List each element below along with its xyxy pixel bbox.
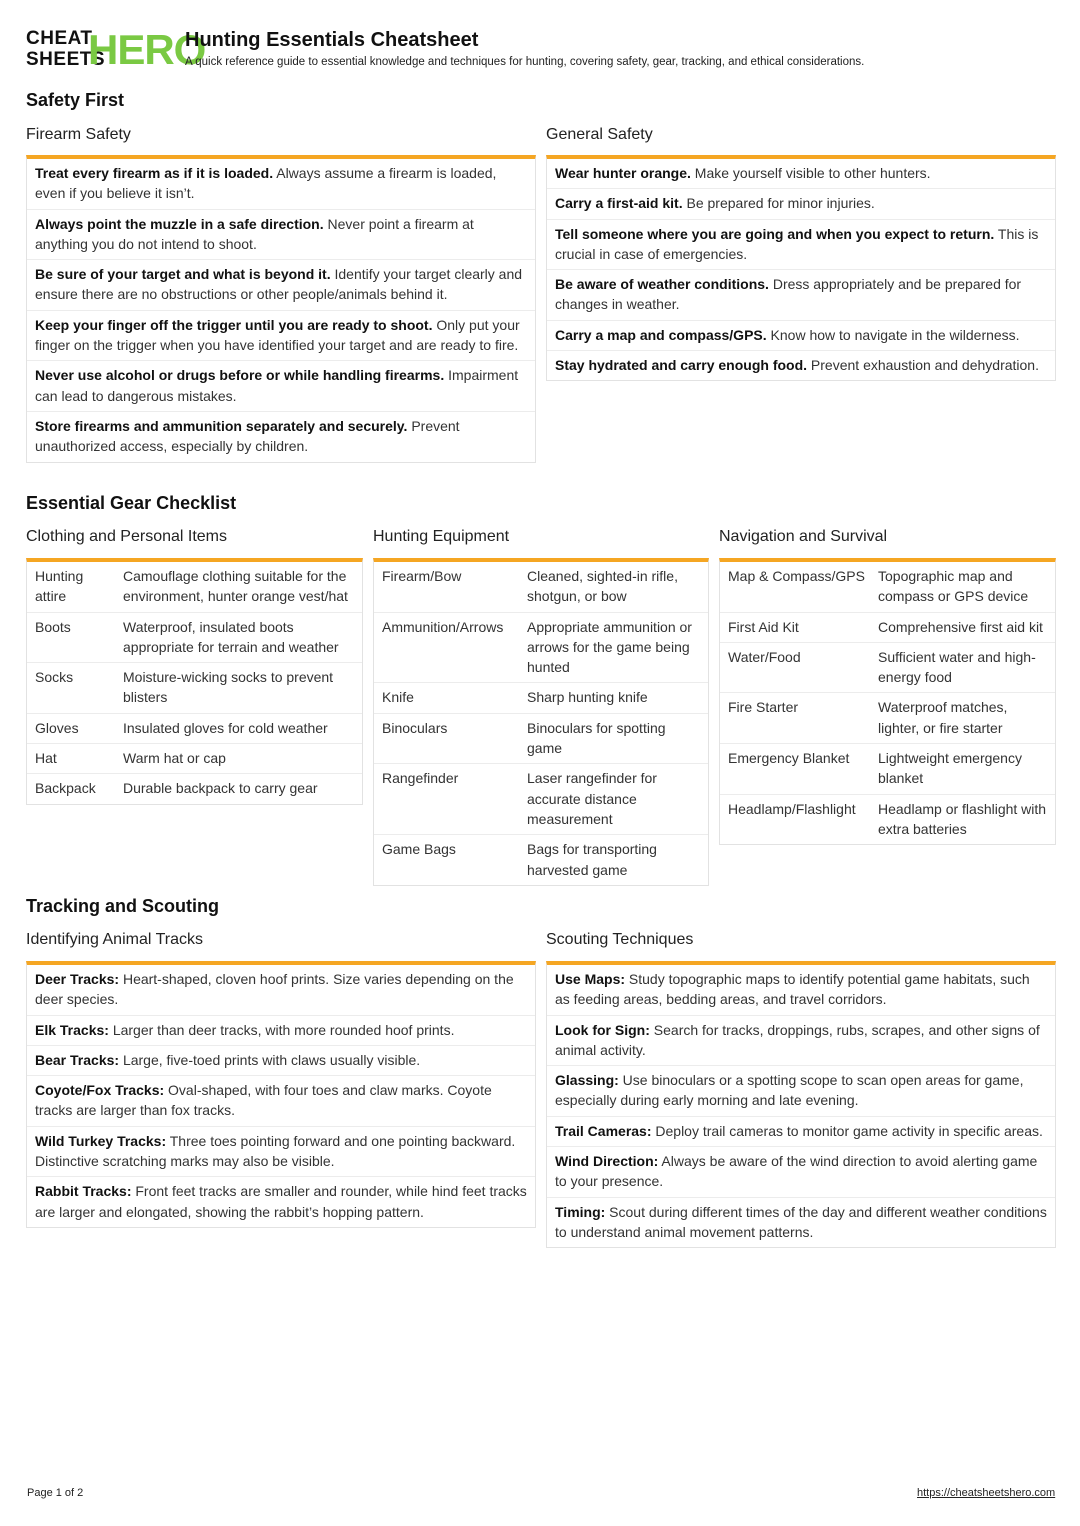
list-item: Be aware of weather conditions. Dress appropriately and be prepared for changes in weather. [547,270,1055,321]
list-item: Tell someone where you are going and when you expect to return. This is crucial in case of emergencies. [547,220,1055,271]
list-item: Rabbit Tracks: Front feet tracks are smaller and rounder, while hind feet tracks are larger and elongated, showing the rabbit’s hopping pattern. [35,1183,527,1220]
table-row: First Aid Kit Comprehensive first aid kit [720,613,1055,643]
table-row: Backpack Durable backpack to carry gear [35,780,318,797]
subsection-title-clothing: Clothing and Personal Items [26,528,227,545]
list-item: Stay hydrated and carry enough food. Prevent exhaustion and dehydration. [555,357,1039,374]
table-row: Hunting attire Camouflage clothing suitable for the environment, hunter orange vest/hat [27,562,362,613]
list-item: Wild Turkey Tracks: Three toes pointing forward and one pointing backward. Distinctive scratching marks may also be visible. [27,1127,535,1178]
table-row: Firearm/Bow Cleaned, sighted-in rifle, shotgun, or bow [374,562,708,613]
page-header [26,28,1056,72]
subsection-title-animal-tracks: Identifying Animal Tracks [26,931,203,948]
page-title: Hunting Essentials Cheatsheet [185,29,479,51]
list-item: Be sure of your target and what is beyond it. Identify your target clearly and ensure there are no obstructions or other people/animals behind it. [27,260,535,311]
navigation-table [719,558,1056,845]
table-row: Game Bags Bags for transporting harvested game [382,841,657,878]
table-row: Emergency Blanket Lightweight emergency blanket [720,744,1055,795]
section-title-gear: Essential Gear Checklist [26,493,237,513]
table-row: Gloves Insulated gloves for cold weather [27,714,362,744]
logo-text-sheets: SHEETS [26,49,106,70]
list-item: Wear hunter orange. Make yourself visible to other hunters. [547,159,1055,189]
subsection-title-general-safety: General Safety [546,126,653,143]
subsection-title-firearm-safety: Firearm Safety [26,126,131,143]
table-row: Knife Sharp hunting knife [374,683,708,713]
table-row: Fire Starter Waterproof matches, lighter, or fire starter [720,693,1055,744]
list-item: Deer Tracks: Heart-shaped, cloven hoof prints. Size varies depending on the deer species. [27,965,535,1016]
equipment-table [373,558,709,886]
clothing-table [26,558,363,805]
table-row: Water/Food Sufficient water and high-energy food [720,643,1055,694]
list-item: Never use alcohol or drugs before or while handling firearms. Impairment can lead to dangerous mistakes. [27,361,535,412]
list-item: Carry a map and compass/GPS. Know how to navigate in the wilderness. [547,321,1055,351]
table-row: Hat Warm hat or cap [27,744,362,774]
table-row: Socks Moisture-wicking socks to prevent blisters [27,663,362,714]
firearm-safety-card [26,155,536,463]
cheatsheetshero-logo[interactable] [26,26,206,73]
list-item: Coyote/Fox Tracks: Oval-shaped, with four toes and claw marks. Coyote tracks are larger than fox tracks. [27,1076,535,1127]
list-item: Always point the muzzle in a safe direction. Never point a firearm at anything you do not intend to shoot. [27,210,535,261]
table-row: Map & Compass/GPS Topographic map and compass or GPS device [720,562,1055,613]
subsection-title-navigation: Navigation and Survival [719,528,888,545]
table-row: Headlamp/Flashlight Headlamp or flashlight with extra batteries [728,800,1047,837]
logo-text-cheat: CHEAT [26,28,93,49]
table-row: Binoculars Binoculars for spotting game [374,714,708,765]
page-subtitle: A quick reference guide to essential knowledge and techniques for hunting, covering safety, gear, tracking, and ethical considerations. [185,56,865,68]
list-item: Wind Direction: Always be aware of the wind direction to avoid alerting game to your presence. [547,1147,1055,1198]
section-title-safety: Safety First [26,90,125,110]
list-item: Use Maps: Study topographic maps to identify potential game habitats, such as feeding areas, bedding areas, and travel corridors. [547,965,1055,1016]
list-item: Keep your finger off the trigger until you are ready to shoot. Only put your finger on the trigger when you have identified your target and are ready to fire. [27,311,535,362]
list-item: Trail Cameras: Deploy trail cameras to monitor game activity in specific areas. [547,1117,1055,1147]
logo-text-hero: HERO [88,26,206,73]
list-item: Look for Sign: Search for tracks, droppings, rubs, scrapes, and other signs of animal activity. [547,1016,1055,1067]
list-item: Carry a first-aid kit. Be prepared for minor injuries. [547,189,1055,219]
page-number: Page 1 of 2 [27,1487,84,1499]
animal-tracks-card [26,961,536,1228]
list-item: Timing: Scout during different times of the day and different weather conditions to understand animal movement patterns. [555,1203,1047,1240]
list-item: Store firearms and ammunition separately and securely. Prevent unauthorized access, especially by children. [35,417,460,455]
list-item: Elk Tracks: Larger than deer tracks, with more rounded hoof prints. [27,1016,535,1046]
list-item: Treat every firearm as if it is loaded. Always assume a firearm is loaded, even if you believe it isn’t. [27,159,535,210]
scouting-card [546,961,1056,1248]
table-row: Ammunition/Arrows Appropriate ammunition or arrows for the game being hunted [374,613,708,684]
list-item: Glassing: Use binoculars or a spotting scope to scan open areas for game, especially during early morning and late evening. [547,1066,1055,1117]
table-row: Boots Waterproof, insulated boots appropriate for terrain and weather [27,613,362,664]
subsection-title-equipment: Hunting Equipment [373,528,510,545]
table-row: Rangefinder Laser rangefinder for accurate distance measurement [374,764,708,835]
general-safety-card [546,155,1056,381]
section-title-tracking: Tracking and Scouting [26,896,220,916]
list-item: Bear Tracks: Large, five-toed prints with claws usually visible. [27,1046,535,1076]
site-link[interactable]: https://cheatsheetshero.com [917,1487,1056,1499]
subsection-title-scouting: Scouting Techniques [546,931,694,948]
